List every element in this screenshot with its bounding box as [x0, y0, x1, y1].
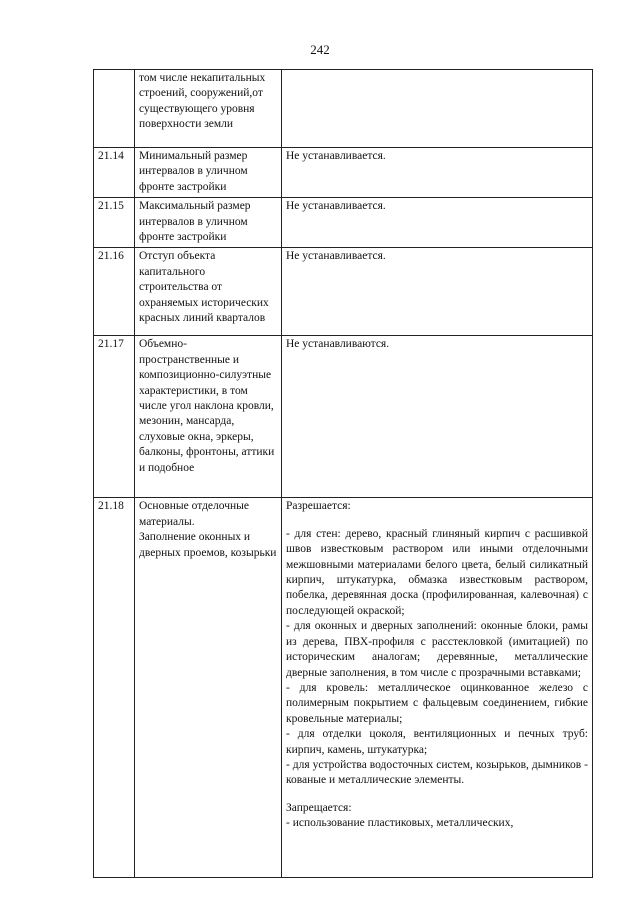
- row-number: 21.17: [94, 336, 135, 498]
- row-number: 21.15: [94, 198, 135, 248]
- row-parameter: Объемно-пространственные и композиционно-силуэтные характеристики, в том числе угол наклона кровли, мезонин, мансарда, слуховые окна, эркеры, балконы, фронтоны, аттики и подобное: [135, 336, 282, 498]
- row-value: Не устанавливается.: [282, 198, 593, 248]
- allowed-item: - для стен: дерево, красный глиняный кирпич с расшивкой швов известковым раствором или иными отделочными межшовными материалами белого цвета, белый силикатный кирпич, штукатурка, обмазка известковым раствором, побелка, деревянная доска (профилированная, калевочная) с последующей окраской;: [286, 527, 588, 617]
- row-number: [94, 70, 135, 148]
- row-number: 21.18: [94, 498, 135, 878]
- table-row: [94, 70, 593, 148]
- row-value: [282, 70, 593, 148]
- row-value: [282, 498, 593, 878]
- allowed-item: - для отделки цоколя, вентиляционных и печных труб: кирпич, камень, штукатурка;: [286, 728, 588, 756]
- table-row: [94, 198, 593, 248]
- row-value: Не устанавливаются.: [282, 336, 593, 498]
- table-row: [94, 498, 593, 878]
- parameter-line: Основные отделочные материалы.: [139, 500, 249, 528]
- parameter-line: Заполнение оконных и дверных проемов, козырьки: [139, 531, 277, 559]
- forbidden-heading: Запрещается:: [286, 801, 352, 814]
- allowed-heading: Разрешается:: [286, 500, 351, 513]
- allowed-item: - для оконных и дверных заполнений: оконные блоки, рамы из дерева, ПВХ-профиля с расстекловкой (имитацией) по историческим аналогам; деревянные, металлические дверные заполнения, в том числе с прозрачными вставками;: [286, 620, 588, 679]
- row-number: 21.14: [94, 148, 135, 198]
- row-parameter: Отступ объекта капитального строительства от охраняемых исторических красных линий кварталов: [135, 248, 282, 336]
- row-number: 21.16: [94, 248, 135, 336]
- allowed-item: - для устройства водосточных систем, козырьков, дымников - кованые и металлические элементы.: [286, 758, 588, 787]
- table-row: [94, 336, 593, 498]
- forbidden-item: - использование пластиковых, металлических,: [286, 817, 514, 830]
- row-parameter: том числе некапитальных строений, сооружений,от существующего уровня поверхности земли: [135, 70, 282, 148]
- row-value: Не устанавливается.: [282, 148, 593, 198]
- table-row: [94, 148, 593, 198]
- regulations-table: [93, 69, 593, 878]
- table-row: [94, 248, 593, 336]
- row-parameter: Минимальный размер интервалов в уличном фронте застройки: [135, 148, 282, 198]
- row-parameter: Максимальный размер интервалов в уличном фронте застройки: [135, 198, 282, 248]
- row-parameter: [135, 498, 282, 878]
- page-number: 242: [310, 42, 330, 57]
- row-value: Не устанавливается.: [282, 248, 593, 336]
- allowed-item: - для кровель: металлическое оцинкованное железо с полимерным покрытием с фальцевым соединением, гибкие кровельные материалы;: [286, 681, 588, 725]
